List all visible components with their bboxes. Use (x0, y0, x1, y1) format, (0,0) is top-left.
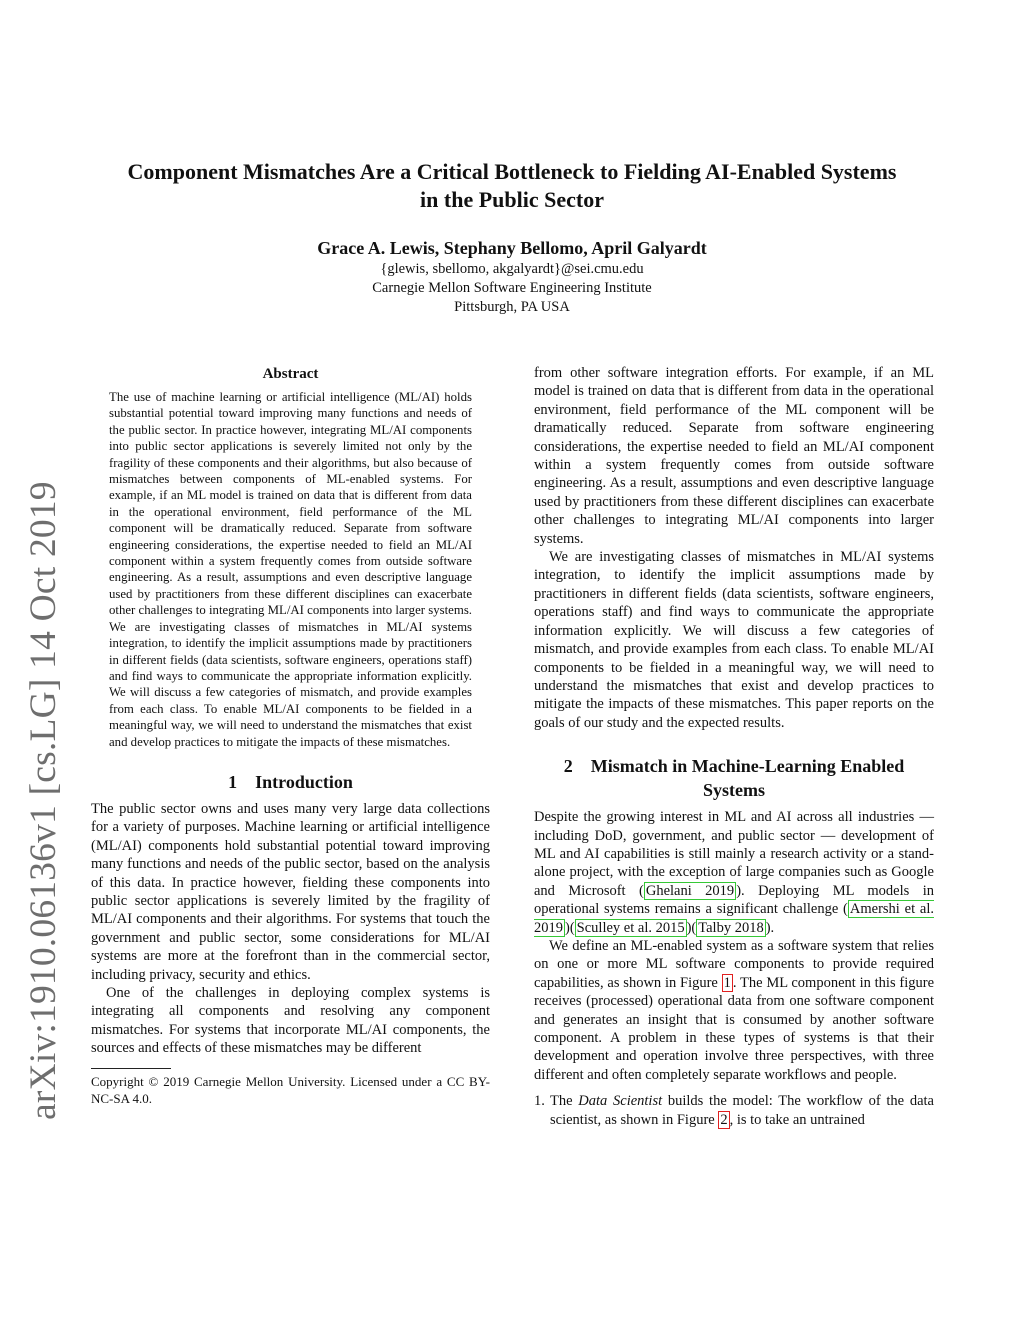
citation-link-sculley[interactable]: Sculley et al. 2015 (576, 919, 685, 936)
section-2-number: 2 (563, 756, 573, 777)
author-email: {glewis, sbellomo, akgalyardt}@sei.cmu.edu (380, 261, 644, 277)
figure-link-1[interactable]: 1 (723, 974, 731, 991)
author-affiliation: Carnegie Mellon Software Engineering Institute (372, 280, 652, 296)
list-marker: 1. (534, 1093, 545, 1110)
text-run: Despite the growing interest in ML and AI across all industries — including DoD, government, and public sector — development of ML and AI capabilities is still mainly a research activity or a stand-alone project, with the exception of large companies such as Google and Microsoft ( (534, 809, 934, 899)
list-item-content (550, 1092, 934, 1129)
text-run: , is to take an untrained (729, 1111, 865, 1128)
footnote-text: Copyright © 2019 Carnegie Mellon University. Licensed under a CC BY-NC-SA 4.0. (91, 1073, 490, 1106)
text-run: )( (686, 919, 697, 936)
left-column (91, 364, 490, 1107)
text-run: . The ML component in this figure receives (processed) operational data from one software component and generates an insight that is consumed by another software component. A problem in these types of systems is that their development and operation involve three perspectives, with three different and often completely separate workflows and people. (534, 974, 934, 1083)
title-line-1: Component Mismatches Are a Critical Bottleneck to Fielding AI-Enabled Systems (127, 159, 897, 184)
abstract-heading: Abstract (262, 366, 319, 382)
citation-link-talby[interactable]: Talby 2018 (698, 919, 764, 936)
citation-link-amershi[interactable]: Amershi et al. 2019 (534, 901, 934, 936)
arxiv-identifier: arXiv:1910.06136v1 [cs.LG] 14 Oct 2019 (23, 481, 64, 1120)
intro-paragraph-1: The public sector owns and uses many very large data collections for a variety of purposes. Machine learning or artificial intelligence (ML/AI) components hold substantial potential toward improving many functions and needs of the public sector, based on the analysis of this data. In practice however, fielding these components into public sector applications is severely limited by the fragility of ML/AI components and their algorithms. For systems that touch the government and public sector, some considerations for ML/AI systems are more at the forefront than in the commercial sector, including privacy, security and ethics. (91, 800, 490, 983)
section-1-heading (91, 770, 490, 794)
section-2-title-line-1: Mismatch in Machine-Learning Enabled (590, 756, 905, 777)
abstract-text: The use of machine learning or artificial intelligence (ML/AI) holds substantial potential toward improving many functions and needs of the public sector. In practice however, integrating ML/AI components into public sector applications is severely limited not only by the fragility of these components and their algorithms, but also because of mismatches between components of ML-enabled systems. For example, if an ML model is trained on data that is different from data in the operational environment, field performance of the ML component will be dramatically reduced. Separate from software engineering considerations, the expertise needed to field an ML/AI component within a system frequently comes from outside software engineering. As a result, assumptions and even descriptive language used by practitioners from these different disciplines can exacerbate other challenges to integrating ML/AI components into larger systems. We are investigating classes of mismatches in ML/AI systems integration, to identify the implicit assumptions made by practitioners in different fields (data scientists, software engineers, operations staff) and find ways to communicate the appropriate information explicitly. We will discuss a few categories of mismatch, and provide examples from each class. To enable ML/AI components to be fielded in a meaningful way, we will need to understand the mismatches that exist and develop practices to mitigate the impacts of these mismatches. (109, 390, 472, 749)
section-2-title-line-2: Systems (703, 780, 765, 801)
paper-title (70, 158, 954, 214)
text-run: The (550, 1093, 579, 1110)
intro-paragraph-continued: from other software integration efforts. For example, if an ML model is trained on data that is different from data in the operational environment, field performance of the ML component will be dramatically reduced. Separate from software engineering considerations, the expertise needed to field an ML/AI component within a system frequently comes from outside software engineering. As a result, assumptions and even descriptive language used by practitioners from these different disciplines can exacerbate other challenges to integrating ML/AI components into larger systems. (534, 365, 934, 547)
title-line-2: in the Public Sector (420, 187, 604, 212)
footnote-rule (91, 1068, 171, 1069)
figure-link-2[interactable]: 2 (720, 1111, 728, 1128)
intro-paragraph-3: We are investigating classes of mismatches in ML/AI systems integration, to identify the implicit assumptions made by practitioners in different fields (data scientists, software engineers, operations staff) and find ways to communicate the appropriate information explicitly. We will discuss a few categories of mismatch, and provide examples from each class. To enable ML/AI components to be fielded in a meaningful way, we will need to understand the mismatches that exist and develop practices to mitigate the impacts of these mismatches. This paper reports on the goals of our study and the expected results. (534, 549, 934, 731)
section-2-paragraph-1 (534, 808, 934, 937)
text-run: ). (765, 919, 775, 936)
copyright-footnote (91, 1068, 490, 1107)
section-2-paragraph-2 (534, 937, 934, 1084)
author-location: Pittsburgh, PA USA (454, 299, 570, 315)
section-1-number: 1 (228, 771, 238, 792)
section-2-heading (534, 754, 934, 802)
section-1-title: Introduction (255, 771, 353, 792)
intro-paragraph-2: One of the challenges in deploying complex systems is integrating all components and resolving any component mismatches. For systems that incorporate ML/AI components, the sources and effects of these mismatches may be different (91, 985, 490, 1057)
citation-link-ghelani[interactable]: Ghelani 2019 (645, 882, 735, 899)
emphasis-role: Data Scientist (578, 1093, 663, 1110)
list-item (534, 1092, 934, 1129)
author-block (70, 236, 954, 317)
text-run: ). Deploying ML models in operational systems remains a significant challenge ( (534, 882, 934, 918)
text-run: We define an ML-enabled system as a software system that relies on one or more ML software components to provide required capabilities, as shown in Figure (534, 937, 934, 991)
text-run: builds the model: The workflow of the data scientist, as shown in Figure (550, 1093, 934, 1128)
text-run: )( (565, 919, 575, 936)
author-names: Grace A. Lewis, Stephany Bellomo, April Galyardt (317, 238, 707, 258)
right-column (534, 364, 934, 1129)
